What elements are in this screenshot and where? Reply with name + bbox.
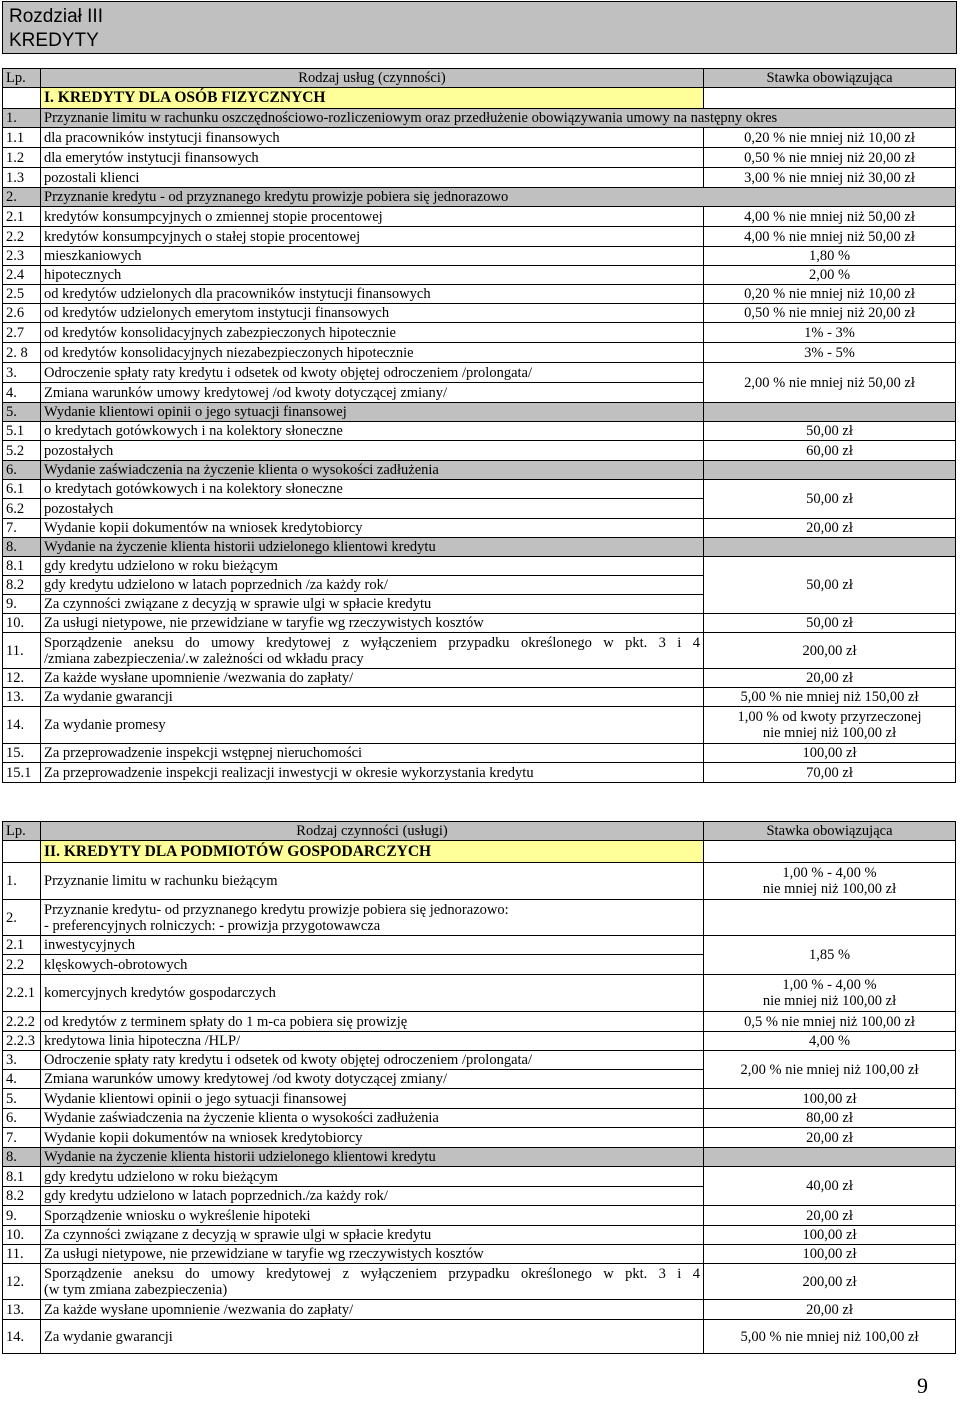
table-cell <box>704 538 956 557</box>
table-cell: gdy kredytu udzielono w roku bieżącym <box>41 557 704 576</box>
table-cell: 1% - 3% <box>704 323 956 343</box>
table-cell: 50,00 zł <box>704 422 956 441</box>
table-row <box>3 403 956 422</box>
table-cell: nie mniej niż 100,00 zł <box>762 881 897 897</box>
table-cell: 10. <box>3 1226 41 1245</box>
table-cell <box>41 900 704 936</box>
table-cell: od kredytów konsolidacyjnych zabezpieczonych hipotecznie <box>41 323 704 343</box>
table-cell: Za przeprowadzenie inspekcji realizacji inwestycji w okresie wykorzystania kredytu <box>41 763 704 783</box>
table-cell: 1,85 % <box>704 936 956 975</box>
table-cell: Przyznanie limitu w rachunku oszczędnościowo-rozliczeniowym oraz przedłużenie obowiązywania umowy na następny okres <box>41 109 956 128</box>
table-cell: 2.2 <box>3 227 41 247</box>
table-cell: 20,00 zł <box>704 519 956 538</box>
table-cell: 1. <box>3 109 41 128</box>
table-cell: 8. <box>3 1148 41 1167</box>
table-cell: 100,00 zł <box>704 1245 956 1264</box>
table-cell: 2.2.2 <box>3 1012 41 1032</box>
table-row <box>3 1032 956 1051</box>
fees-table-individuals <box>2 68 956 783</box>
table-cell: kredytów konsumpcyjnych o stałej stopie procentowej <box>41 227 704 247</box>
table-cell <box>41 633 704 669</box>
table-cell: 20,00 zł <box>704 669 956 688</box>
chapter-header <box>2 1 957 54</box>
table-cell <box>704 707 956 744</box>
table-cell: 3% - 5% <box>704 343 956 363</box>
table-row <box>3 480 956 499</box>
table-row <box>3 247 956 266</box>
table-row <box>3 1320 956 1354</box>
table-cell: 0,20 % nie mniej niż 10,00 zł <box>704 285 956 304</box>
table-cell: 5,00 % nie mniej niż 150,00 zł <box>704 688 956 707</box>
table-cell: 20,00 zł <box>704 1128 956 1148</box>
table-row <box>3 1206 956 1226</box>
table-cell: 9. <box>3 1206 41 1226</box>
table-cell: 80,00 zł <box>704 1109 956 1128</box>
table-cell: 2.2.3 <box>3 1032 41 1051</box>
table-cell: 9. <box>3 595 41 614</box>
table-cell: 4,00 % nie mniej niż 50,00 zł <box>704 207 956 227</box>
table-row <box>3 1109 956 1128</box>
table-cell: Wydanie zaświadczenia na życzenie klienta o wysokości zadłużenia <box>41 461 704 480</box>
table-cell: od kredytów z terminem spłaty do 1 m-ca pobiera się prowizję <box>41 1012 704 1032</box>
table-cell: 3. <box>3 363 41 383</box>
table-cell: 1.1 <box>3 128 41 148</box>
table-row <box>3 227 956 247</box>
chapter-number: Rozdział III <box>9 6 103 27</box>
table-cell: hipotecznych <box>41 266 704 285</box>
table-cell: 14. <box>3 1320 41 1354</box>
table-row <box>3 461 956 480</box>
table-cell: od kredytów konsolidacyjnych niezabezpieczonych hipotecznie <box>41 343 704 363</box>
table-cell: 1. <box>3 863 41 900</box>
table-cell: 20,00 zł <box>704 1300 956 1320</box>
table-row <box>3 1148 956 1167</box>
table-cell: Lp. <box>3 822 41 841</box>
table-cell: Odroczenie spłaty raty kredytu i odsetek od kwoty objętej odroczeniem /prolongata/ <box>41 363 704 383</box>
table-cell: 15.1 <box>3 763 41 783</box>
table-cell: 4,00 % <box>704 1032 956 1051</box>
table-row <box>3 763 956 783</box>
table-cell: Sporządzenie aneksu do umowy kredytowej z wyłączeniem przypadku określonego w pkt. 3 i 4 <box>44 634 700 651</box>
table-cell <box>704 461 956 480</box>
table-cell <box>704 900 956 936</box>
table-row <box>3 1226 956 1245</box>
table-cell: 8.2 <box>3 1187 41 1206</box>
table-row <box>3 1089 956 1109</box>
table-cell: 2. <box>3 188 41 207</box>
table-cell: 5,00 % nie mniej niż 100,00 zł <box>704 1320 956 1354</box>
table-cell: Za każde wysłane upomnienie /wezwania do zapłaty/ <box>41 1300 704 1320</box>
table-cell: 2.7 <box>3 323 41 343</box>
table-cell: Za czynności związane z decyzją w sprawie ulgi w spłacie kredytu <box>41 595 704 614</box>
table-cell: 4. <box>3 383 41 403</box>
table-cell: Zmiana warunków umowy kredytowej /od kwoty dotyczącej zmiany/ <box>41 383 704 403</box>
table-cell: 8.1 <box>3 1167 41 1187</box>
table-row <box>3 707 956 744</box>
table-cell <box>704 1148 956 1167</box>
table-cell: Wydanie klientowi opinii o jego sytuacji finansowej <box>41 403 704 422</box>
table-cell: 5. <box>3 403 41 422</box>
table-cell: Stawka obowiązująca <box>704 822 956 841</box>
table-cell: Za wydanie gwarancji <box>41 1320 704 1354</box>
table-cell: nie mniej niż 100,00 zł <box>762 993 897 1009</box>
table-cell: dla pracowników instytucji finansowych <box>41 128 704 148</box>
section-row <box>3 841 956 863</box>
table-cell: 11. <box>3 1245 41 1264</box>
table-row <box>3 207 956 227</box>
page-number: 9 <box>917 1373 928 1398</box>
table-cell: gdy kredytu udzielono w roku bieżącym <box>41 1167 704 1187</box>
section-row <box>3 88 956 109</box>
table-row <box>3 614 956 633</box>
table-cell: 15. <box>3 744 41 763</box>
table-cell: 13. <box>3 1300 41 1320</box>
table-cell <box>3 841 41 863</box>
table-row <box>3 1012 956 1032</box>
table-cell: Przyznanie limitu w rachunku bieżącym <box>41 863 704 900</box>
table-cell: 2.1 <box>3 936 41 955</box>
table-cell: 12. <box>3 1264 41 1300</box>
table-row <box>3 1051 956 1070</box>
table-row <box>3 936 956 955</box>
table-cell: gdy kredytu udzielono w latach poprzednich /za każdy rok/ <box>41 576 704 595</box>
table-cell: 20,00 zł <box>704 1206 956 1226</box>
table-row <box>3 519 956 538</box>
table-row <box>3 109 956 128</box>
table-cell: 6.1 <box>3 480 41 499</box>
col-lp: Lp. <box>3 69 41 88</box>
table-header-row <box>3 69 956 88</box>
table-header-row <box>3 822 956 841</box>
table-cell: 7. <box>3 519 41 538</box>
table-cell: 6.2 <box>3 499 41 519</box>
table-cell: 4. <box>3 1070 41 1089</box>
table-cell: 2,00 % nie mniej niż 100,00 zł <box>704 1051 956 1089</box>
table-row <box>3 1128 956 1148</box>
table-cell: Przyznanie kredytu - od przyznanego kredytu prowizje pobiera się jednorazowo <box>41 188 956 207</box>
table-row <box>3 188 956 207</box>
table-cell: Wydanie na życzenie klienta historii udzielonego klientowi kredytu <box>41 538 704 557</box>
table-cell: 70,00 zł <box>704 763 956 783</box>
table-cell: 10. <box>3 614 41 633</box>
table-row <box>3 285 956 304</box>
table-cell: 1,80 % <box>704 247 956 266</box>
table-cell: 5.2 <box>3 441 41 461</box>
table-cell <box>704 975 956 1012</box>
table-cell <box>41 1264 704 1300</box>
table-cell: pozostali klienci <box>41 168 704 188</box>
table-cell <box>704 403 956 422</box>
table-row <box>3 633 956 669</box>
table-cell: 12. <box>3 669 41 688</box>
table-cell: 2.1 <box>3 207 41 227</box>
table-row <box>3 304 956 323</box>
table-cell: inwestycyjnych <box>41 936 704 955</box>
table-cell: 100,00 zł <box>704 1089 956 1109</box>
table-cell: 13. <box>3 688 41 707</box>
table-cell: Wydanie na życzenie klienta historii udzielonego klientowi kredytu <box>41 1148 704 1167</box>
table-cell: 8. <box>3 538 41 557</box>
table-cell: 2.5 <box>3 285 41 304</box>
table-row <box>3 744 956 763</box>
table-cell: Za czynności związane z decyzją w sprawie ulgi w spłacie kredytu <box>41 1226 704 1245</box>
table-cell: 6. <box>3 461 41 480</box>
table-cell <box>704 841 956 863</box>
table-cell: 50,00 zł <box>704 480 956 519</box>
table-cell: 100,00 zł <box>704 1226 956 1245</box>
table-cell: 5.1 <box>3 422 41 441</box>
table-row <box>3 422 956 441</box>
table-cell: 1,00 % - 4,00 % <box>782 865 877 881</box>
table-cell: 0,50 % nie mniej niż 20,00 zł <box>704 304 956 323</box>
table-cell: gdy kredytu udzielono w latach poprzednich./za każdy rok/ <box>41 1187 704 1206</box>
table-cell: Przyznanie kredytu- od przyznanego kredytu prowizje pobiera się jednorazowo: <box>44 901 509 918</box>
table-cell: Za wydanie gwarancji <box>41 688 704 707</box>
table-row <box>3 975 956 1012</box>
table-cell: pozostałych <box>41 441 704 461</box>
chapter-title: KREDYTY <box>9 30 99 51</box>
table-row <box>3 669 956 688</box>
table-cell: kredytów konsumpcyjnych o zmiennej stopie procentowej <box>41 207 704 227</box>
table-row <box>3 441 956 461</box>
table-row <box>3 343 956 363</box>
table-cell: mieszkaniowych <box>41 247 704 266</box>
table-cell: 0,20 % nie mniej niż 10,00 zł <box>704 128 956 148</box>
table-cell: dla emerytów instytucji finansowych <box>41 148 704 168</box>
table-cell: Za usługi nietypowe, nie przewidziane w taryfie wg rzeczywistych kosztów <box>41 1245 704 1264</box>
table-cell: 14. <box>3 707 41 744</box>
table-row <box>3 900 956 936</box>
table-cell: 2.3 <box>3 247 41 266</box>
table-cell: 2,00 % <box>704 266 956 285</box>
table-cell: 3. <box>3 1051 41 1070</box>
col-rate: Stawka obowiązująca <box>704 69 956 88</box>
table-cell: kredytowa linia hipoteczna /HLP/ <box>41 1032 704 1051</box>
table-cell: Za usługi nietypowe, nie przewidziane w taryfie wg rzeczywistych kosztów <box>41 614 704 633</box>
table-cell: 1,00 % - 4,00 % <box>782 977 877 993</box>
table-cell: 4,00 % nie mniej niż 50,00 zł <box>704 227 956 247</box>
table-row <box>3 148 956 168</box>
table-cell: 11. <box>3 633 41 669</box>
table-cell: o kredytach gotówkowych i na kolektory słoneczne <box>41 480 704 499</box>
col-name: Rodzaj usług (czynności) <box>41 69 704 88</box>
table-cell: Wydanie kopii dokumentów na wniosek kredytobiorcy <box>41 1128 704 1148</box>
table-cell: - preferencyjnych rolniczych: - prowizja przygotowawcza <box>44 917 381 934</box>
table-cell: /zmiana zabezpieczenia/.w zależności od wkładu pracy <box>44 650 364 667</box>
table-cell: Wydanie zaświadczenia na życzenie klienta o wysokości zadłużenia <box>41 1109 704 1128</box>
table-cell <box>704 88 956 109</box>
table-cell: o kredytach gotówkowych i na kolektory słoneczne <box>41 422 704 441</box>
table-cell: 8.2 <box>3 576 41 595</box>
table-cell: 40,00 zł <box>704 1167 956 1206</box>
table-row <box>3 863 956 900</box>
table-cell: 200,00 zł <box>704 633 956 669</box>
section-title: I. KREDYTY DLA OSÓB FIZYCZNYCH <box>41 88 704 109</box>
table-cell: Wydanie klientowi opinii o jego sytuacji finansowej <box>41 1089 704 1109</box>
table-cell: Za wydanie promesy <box>41 707 704 744</box>
table-row <box>3 1245 956 1264</box>
table-cell: (w tym zmiana zabezpieczenia) <box>44 1281 228 1298</box>
section-title: II. KREDYTY DLA PODMIOTÓW GOSPODARCZYCH <box>41 841 704 863</box>
table-cell: Sporządzenie wniosku o wykreślenie hipoteki <box>41 1206 704 1226</box>
fees-table-businesses <box>2 821 956 1354</box>
table-cell: 2,00 % nie mniej niż 50,00 zł <box>704 363 956 403</box>
table-cell: 50,00 zł <box>704 557 956 614</box>
table-cell: 2.6 <box>3 304 41 323</box>
table-row <box>3 557 956 576</box>
table-cell: 2. <box>3 900 41 936</box>
table-cell: 200,00 zł <box>704 1264 956 1300</box>
table-row <box>3 1264 956 1300</box>
table-cell: 1.2 <box>3 148 41 168</box>
table-cell: 2.4 <box>3 266 41 285</box>
table-cell: 2. 8 <box>3 343 41 363</box>
table-cell: 2.2.1 <box>3 975 41 1012</box>
table-cell: Odroczenie spłaty raty kredytu i odsetek od kwoty objętej odroczeniem /prolongata/ <box>41 1051 704 1070</box>
table-cell: 50,00 zł <box>704 614 956 633</box>
table-row <box>3 168 956 188</box>
table-cell: Za przeprowadzenie inspekcji wstępnej nieruchomości <box>41 744 704 763</box>
table-cell: Sporządzenie aneksu do umowy kredytowej z wyłączeniem przypadku określonego w pkt. 3 i 4 <box>44 1265 700 1282</box>
table-row <box>3 363 956 383</box>
table-cell: Za każde wysłane upomnienie /wezwania do zapłaty/ <box>41 669 704 688</box>
table-cell: 3,00 % nie mniej niż 30,00 zł <box>704 168 956 188</box>
table-row <box>3 128 956 148</box>
table-row <box>3 1167 956 1187</box>
table-cell: od kredytów udzielonych dla pracowników instytucji finansowych <box>41 285 704 304</box>
table-cell: klęskowych-obrotowych <box>41 955 704 975</box>
table-cell: 6. <box>3 1109 41 1128</box>
table-row <box>3 323 956 343</box>
table-cell: 5. <box>3 1089 41 1109</box>
table-cell: 2.2 <box>3 955 41 975</box>
table-row <box>3 538 956 557</box>
table-cell: nie mniej niż 100,00 zł <box>762 725 897 741</box>
table-cell: 1.3 <box>3 168 41 188</box>
table-cell: Rodzaj czynności (usługi) <box>41 822 704 841</box>
table-cell: 7. <box>3 1128 41 1148</box>
table-row <box>3 688 956 707</box>
table-row <box>3 1300 956 1320</box>
table-cell: komercyjnych kredytów gospodarczych <box>41 975 704 1012</box>
table-cell: 1,00 % od kwoty przyrzeczonej <box>737 709 922 725</box>
table-cell: Zmiana warunków umowy kredytowej /od kwoty dotyczącej zmiany/ <box>41 1070 704 1089</box>
table-cell: 0,50 % nie mniej niż 20,00 zł <box>704 148 956 168</box>
table-cell: od kredytów udzielonych emerytom instytucji finansowych <box>41 304 704 323</box>
table-cell: 100,00 zł <box>704 744 956 763</box>
table-cell: 0,5 % nie mniej niż 100,00 zł <box>704 1012 956 1032</box>
table-cell <box>704 863 956 900</box>
table-row <box>3 266 956 285</box>
table-cell: pozostałych <box>41 499 704 519</box>
table-cell: 8.1 <box>3 557 41 576</box>
table-cell <box>3 88 41 109</box>
table-cell: Wydanie kopii dokumentów na wniosek kredytobiorcy <box>41 519 704 538</box>
table-cell: 60,00 zł <box>704 441 956 461</box>
